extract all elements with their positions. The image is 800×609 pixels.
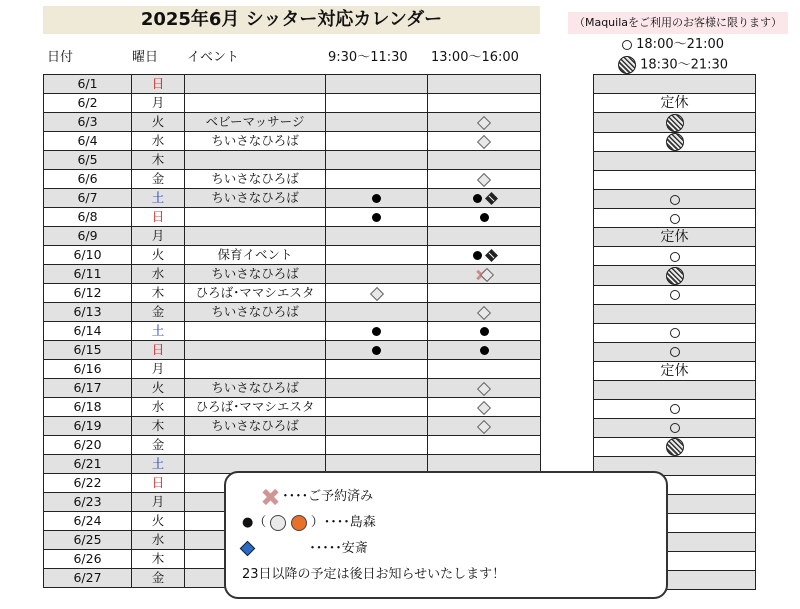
- slot-afternoon-cell: [428, 132, 541, 151]
- date-cell: 6/10: [44, 246, 132, 265]
- evening-row: [594, 323, 756, 342]
- table-row: [44, 227, 541, 246]
- evening-row: [594, 190, 756, 209]
- date-cell: 6/1: [44, 75, 132, 94]
- evening-cell: 定休: [594, 361, 756, 380]
- table-row: [44, 398, 541, 417]
- hatched-circle-icon: [666, 114, 684, 132]
- date-cell: 6/25: [44, 531, 132, 550]
- weekday-cell: 金: [132, 436, 185, 455]
- diamond-icon: [477, 381, 491, 395]
- evening-cell: [594, 152, 756, 171]
- evening-row: [594, 342, 756, 361]
- evening-row: [594, 380, 756, 399]
- slot-afternoon-cell: [428, 360, 541, 379]
- hatched-circle-icon: [618, 56, 636, 74]
- slot-afternoon-cell: [428, 398, 541, 417]
- usage-note: （Maquilaをご利用のお客様に限ります）: [568, 12, 788, 34]
- weekday-cell: 水: [132, 531, 185, 550]
- ring-icon: [670, 290, 680, 300]
- event-cell: [185, 322, 326, 341]
- diamond-icon: [477, 400, 491, 414]
- diamond-icon: [477, 115, 491, 129]
- date-cell: 6/3: [44, 113, 132, 132]
- evening-cell: [594, 304, 756, 323]
- weekday-cell: 土: [132, 455, 185, 474]
- slot-afternoon-cell: [428, 246, 541, 265]
- weekday-cell: 土: [132, 322, 185, 341]
- date-cell: 6/17: [44, 379, 132, 398]
- weekday-cell: 月: [132, 94, 185, 113]
- evening-row: [594, 209, 756, 228]
- date-cell: 6/12: [44, 284, 132, 303]
- slot-morning-cell: [326, 94, 428, 113]
- evening-cell: [594, 418, 756, 437]
- date-cell: 6/11: [44, 265, 132, 284]
- table-row: [44, 436, 541, 455]
- slot-morning-cell: [326, 379, 428, 398]
- slot-morning-cell: [326, 417, 428, 436]
- table-row: [44, 322, 541, 341]
- weekday-cell: 水: [132, 398, 185, 417]
- black-dot-icon: [480, 346, 489, 355]
- slot-afternoon-cell: [428, 94, 541, 113]
- diamond-icon: [477, 172, 491, 186]
- evening-cell: [594, 209, 756, 228]
- evening-cell: 定休: [594, 228, 756, 247]
- evening-cell: [594, 75, 756, 94]
- date-cell: 6/18: [44, 398, 132, 417]
- evening-row: [594, 247, 756, 266]
- slot-afternoon-cell: [428, 227, 541, 246]
- event-cell: ちいさなひろば: [185, 170, 326, 189]
- header-event: イベント: [187, 50, 240, 65]
- slot-afternoon-cell: [428, 341, 541, 360]
- slot-afternoon-cell: [428, 379, 541, 398]
- slot-morning-cell: [326, 265, 428, 284]
- weekday-cell: 木: [132, 284, 185, 303]
- evening-row: [594, 418, 756, 437]
- event-cell: ひろば･ママシエスタ: [185, 398, 326, 417]
- weekday-cell: 水: [132, 132, 185, 151]
- date-cell: 6/8: [44, 208, 132, 227]
- evening-row: [594, 266, 756, 286]
- event-cell: ちいさなひろば: [185, 265, 326, 284]
- date-cell: 6/9: [44, 227, 132, 246]
- header-date: 日付: [47, 50, 74, 65]
- black-dot-icon: [473, 194, 482, 203]
- legend-anzai-label: ･････安斎: [309, 541, 368, 556]
- table-row: [44, 208, 541, 227]
- legend-booked: [262, 485, 373, 505]
- evening-legend-ring: [622, 37, 724, 53]
- evening-cell: [594, 247, 756, 266]
- slot-morning-cell: [326, 246, 428, 265]
- slot-morning-cell: [326, 303, 428, 322]
- weekday-cell: 月: [132, 360, 185, 379]
- orange-circle-icon: [291, 515, 307, 531]
- evening-row: [594, 304, 756, 323]
- header-slot-afternoon: 13:00～16:00: [431, 50, 519, 65]
- diamond-icon: [477, 305, 491, 319]
- slot-morning-cell: [326, 322, 428, 341]
- date-cell: 6/24: [44, 512, 132, 531]
- header-weekday: 曜日: [132, 50, 159, 65]
- weekday-cell: 日: [132, 474, 185, 493]
- date-cell: 6/4: [44, 132, 132, 151]
- evening-cell: [594, 113, 756, 133]
- event-cell: 保育イベント: [185, 246, 326, 265]
- weekday-cell: 木: [132, 550, 185, 569]
- black-dot-icon: [372, 346, 381, 355]
- table-row: [44, 246, 541, 265]
- date-cell: 6/26: [44, 550, 132, 569]
- slot-afternoon-cell: [428, 113, 541, 132]
- weekday-cell: 日: [132, 341, 185, 360]
- table-row: [44, 113, 541, 132]
- ring-icon: [670, 214, 680, 224]
- table-row: [44, 151, 541, 170]
- black-dot-icon: [480, 213, 489, 222]
- date-cell: 6/21: [44, 455, 132, 474]
- slot-morning-cell: [326, 113, 428, 132]
- weekday-cell: 木: [132, 151, 185, 170]
- table-row: [44, 132, 541, 151]
- table-row: [44, 170, 541, 189]
- weekday-cell: 火: [132, 379, 185, 398]
- slot-morning-cell: [326, 170, 428, 189]
- evening-cell: [594, 171, 756, 190]
- ring-icon: [670, 328, 680, 338]
- table-row: [44, 417, 541, 436]
- table-row: [44, 303, 541, 322]
- evening-cell: [594, 266, 756, 286]
- date-cell: 6/15: [44, 341, 132, 360]
- light-circle-icon: [270, 515, 286, 531]
- date-cell: 6/14: [44, 322, 132, 341]
- evening-cell: [594, 342, 756, 361]
- slot-afternoon-cell: [428, 265, 541, 284]
- event-cell: [185, 94, 326, 113]
- evening-row: [594, 132, 756, 152]
- weekday-cell: 水: [132, 265, 185, 284]
- weekday-cell: 木: [132, 417, 185, 436]
- slot-afternoon-cell: [428, 417, 541, 436]
- date-cell: 6/7: [44, 189, 132, 208]
- slot-morning-cell: [326, 227, 428, 246]
- event-cell: ちいさなひろば: [185, 303, 326, 322]
- weekday-cell: 金: [132, 170, 185, 189]
- evening-cell: [594, 437, 756, 457]
- date-cell: 6/19: [44, 417, 132, 436]
- half-diamond-icon: [485, 249, 498, 262]
- evening-cell: [594, 323, 756, 342]
- diamond-icon: [477, 419, 491, 433]
- slot-morning-cell: [326, 132, 428, 151]
- evening-row: [594, 399, 756, 418]
- slot-morning-cell: [326, 208, 428, 227]
- table-row: [44, 284, 541, 303]
- booked-x-icon: [262, 489, 278, 505]
- date-cell: 6/13: [44, 303, 132, 322]
- evening-cell: [594, 399, 756, 418]
- legend-notice: 23日以降の予定は後日お知らせいたします！: [242, 567, 506, 582]
- event-cell: [185, 360, 326, 379]
- evening-row: [594, 94, 756, 113]
- weekday-cell: 土: [132, 189, 185, 208]
- black-dot-icon: [473, 251, 482, 260]
- slot-morning-cell: [326, 284, 428, 303]
- half-diamond-icon: [485, 192, 498, 205]
- slot-afternoon-cell: [428, 284, 541, 303]
- evening-cell: [594, 285, 756, 304]
- weekday-cell: 金: [132, 569, 185, 588]
- date-cell: 6/16: [44, 360, 132, 379]
- table-row: [44, 360, 541, 379]
- evening-cell: [594, 190, 756, 209]
- slot-afternoon-cell: [428, 189, 541, 208]
- evening-row: [594, 437, 756, 457]
- event-cell: ちいさなひろば: [185, 132, 326, 151]
- header-slot-morning: 9:30～11:30: [328, 50, 408, 65]
- evening-row: [594, 171, 756, 190]
- weekday-cell: 火: [132, 512, 185, 531]
- date-cell: 6/2: [44, 94, 132, 113]
- table-row: [44, 341, 541, 360]
- blue-diamond-icon: [240, 541, 256, 557]
- black-dot-icon: [372, 213, 381, 222]
- legend-booked-label: ････ご予約済み: [282, 489, 374, 504]
- table-row: [44, 189, 541, 208]
- evening-row: [594, 152, 756, 171]
- evening-cell: [594, 132, 756, 152]
- weekday-cell: 日: [132, 208, 185, 227]
- slot-afternoon-cell: [428, 75, 541, 94]
- slot-afternoon-cell: [428, 208, 541, 227]
- table-row: [44, 379, 541, 398]
- evening-row: [594, 228, 756, 247]
- slot-morning-cell: [326, 189, 428, 208]
- diamond-icon: [369, 286, 383, 300]
- slot-afternoon-cell: [428, 170, 541, 189]
- legend-shimamori-label: ）････島森: [310, 515, 376, 530]
- slot-morning-cell: [326, 398, 428, 417]
- event-cell: ひろば･ママシエスタ: [185, 284, 326, 303]
- hatched-circle-icon: [666, 267, 684, 285]
- weekday-cell: 火: [132, 246, 185, 265]
- date-cell: 6/6: [44, 170, 132, 189]
- date-cell: 6/23: [44, 493, 132, 512]
- slot-afternoon-cell: [428, 436, 541, 455]
- slot-afternoon-cell: [428, 303, 541, 322]
- table-row: [44, 75, 541, 94]
- black-dot-icon: [480, 327, 489, 336]
- ring-icon: [670, 423, 680, 433]
- slot-afternoon-cell: [428, 322, 541, 341]
- ring-icon: [670, 404, 680, 414]
- event-cell: [185, 436, 326, 455]
- weekday-cell: 月: [132, 227, 185, 246]
- date-cell: 6/27: [44, 569, 132, 588]
- event-cell: [185, 75, 326, 94]
- event-cell: ちいさなひろば: [185, 417, 326, 436]
- page-title: 2025年6月 シッター対応カレンダー: [43, 6, 540, 34]
- slot-morning-cell: [326, 75, 428, 94]
- date-cell: 6/22: [44, 474, 132, 493]
- weekday-cell: 日: [132, 75, 185, 94]
- event-cell: ちいさなひろば: [185, 379, 326, 398]
- event-cell: [185, 208, 326, 227]
- black-dot-icon: [372, 194, 381, 203]
- evening-row: [594, 285, 756, 304]
- date-cell: 6/5: [44, 151, 132, 170]
- event-cell: [185, 151, 326, 170]
- weekday-cell: 月: [132, 493, 185, 512]
- date-cell: 6/20: [44, 436, 132, 455]
- slot-morning-cell: [326, 151, 428, 170]
- legend-anzai: [242, 537, 368, 556]
- table-row: [44, 94, 541, 113]
- black-dot-icon: [372, 327, 381, 336]
- slot-morning-cell: [326, 436, 428, 455]
- event-cell: ちいさなひろば: [185, 189, 326, 208]
- evening-cell: [594, 380, 756, 399]
- evening-row: [594, 75, 756, 94]
- slot-afternoon-cell: [428, 151, 541, 170]
- evening-row: [594, 361, 756, 380]
- event-cell: [185, 227, 326, 246]
- event-cell: ベビーマッサージ: [185, 113, 326, 132]
- ring-icon: [670, 252, 680, 262]
- ring-icon: [622, 40, 632, 50]
- table-row: [44, 265, 541, 284]
- ring-icon: [670, 347, 680, 357]
- hatched-circle-icon: [666, 438, 684, 456]
- hatch-legend-label: 18:30～21:30: [640, 57, 729, 73]
- diamond-icon: [477, 134, 491, 148]
- hatched-circle-icon: [666, 133, 684, 151]
- weekday-cell: 火: [132, 113, 185, 132]
- ring-legend-label: 18:00～21:00: [636, 37, 725, 52]
- ring-icon: [670, 195, 680, 205]
- evening-row: [594, 113, 756, 133]
- evening-cell: 定休: [594, 94, 756, 113]
- legend-shimamori: [242, 511, 376, 531]
- legend-box: [224, 471, 668, 599]
- evening-legend-hatch: [618, 56, 728, 74]
- legend-shimamori-prefix: ●（: [242, 515, 267, 530]
- slot-morning-cell: [326, 341, 428, 360]
- event-cell: [185, 341, 326, 360]
- slot-morning-cell: [326, 360, 428, 379]
- weekday-cell: 金: [132, 303, 185, 322]
